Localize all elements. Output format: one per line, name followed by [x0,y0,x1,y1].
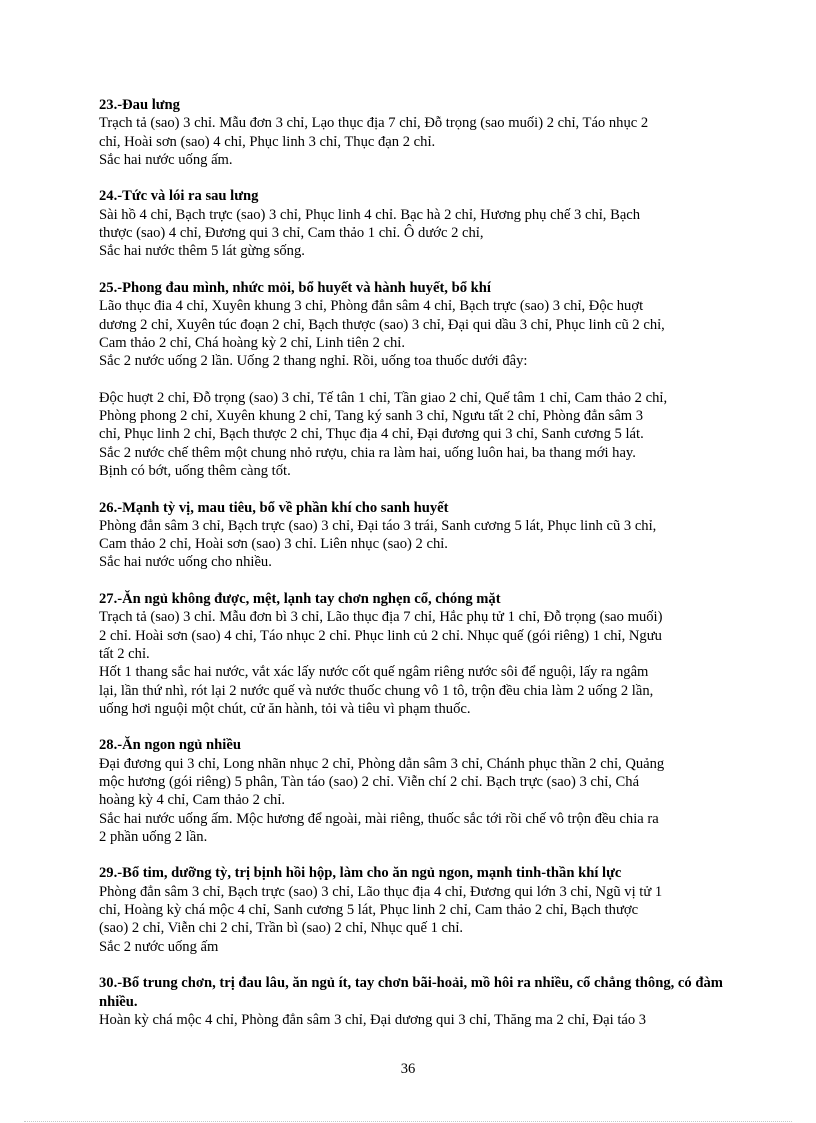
body-line: chỉ, Hoàng kỳ chá mộc 4 chỉ, Sanh cương 5 lát, Phục linh 2 chỉ, Cam thảo 2 chỉ, Bạch thược [99,902,639,919]
body-line: Lão thục đia 4 chỉ, Xuyên khung 3 chỉ, Phòng đẳn sâm 4 chỉ, Bạch trực (sao) 3 chỉ, Độc huợt [99,298,644,315]
body-line: Cam thảo 2 chỉ, Chá hoàng kỳ 2 chỉ, Linh tiên 2 chỉ. [99,334,406,351]
page-bottom-divider [24,1121,792,1122]
body-line: Sài hồ 4 chỉ, Bạch trực (sao) 3 chỉ, Phục linh 4 chỉ. Bạc hà 2 chỉ, Hương phụ chế 3 chỉ, Bạch [99,206,641,223]
body-line: lại, lần thứ nhì, rót lại 2 nước quế và nước thuốc chung vô 1 tô, trộn đều chia làm 2 uống 2 lần, [99,682,654,699]
page-content [99,96,739,1047]
body-line: 2 phần uống 2 lần. [99,828,208,845]
section-29 [99,864,739,955]
body-line: Sắc hai nước thêm 5 lát gừng sống. [99,243,305,260]
body-line: (sao) 2 chỉ, Viễn chi 2 chỉ, Trần bì (sao) 2 chỉ, Nhục quế 1 chỉ. [99,920,464,937]
section-title: 27.-Ăn ngủ không được, mệt, lạnh tay chơn nghẹn cổ, chóng mặt [99,591,501,608]
body-line: Sắc hai nước uống ấm. [99,151,233,168]
body-line: Hoàn kỳ chá mộc 4 chỉ, Phòng đẳn sâm 3 chỉ, Đại dương qui 3 chỉ, Thăng ma 2 chỉ, Đại táo 3 [99,1011,647,1028]
body-line: Sắc 2 nước uống ấm [99,938,219,955]
section-title: 23.-Đau lưng [99,97,180,113]
section-23 [99,96,739,169]
body-line: Phòng đẳn sâm 3 chỉ, Bạch trực (sao) 3 chỉ, Đại táo 3 trái, Sanh cương 5 lát, Phục linh cũ 3 chỉ, [99,517,657,534]
body-line: hoàng kỳ 4 chỉ, Cam thảo 2 chỉ. [99,792,286,809]
section-title: 24.-Tức và lói ra sau lưng [99,188,259,205]
body-line: Sắc 2 nước uống 2 lần. Uống 2 thang nghỉ. Rồi, uống toa thuốc dưới đây: [99,353,528,370]
blank-line [99,370,739,388]
page-number: 36 [400,1061,416,1077]
body-line: Sắc hai nước uống ấm. Mộc hương để ngoài, mài riêng, thuốc sắc tới rồi chế vô trộn đều chia ra [99,810,659,827]
section-26 [99,499,739,572]
body-line: tất 2 chỉ. [99,645,150,662]
body-line: Trạch tả (sao) 3 chỉ. Mẫu đơn bì 3 chỉ, Lão thục địa 7 chỉ, Hắc phụ tử 1 chỉ, Đỗ trọng (sao muối) [99,609,663,626]
body-line: Phòng đẳn sâm 3 chỉ, Bạch trực (sao) 3 chỉ, Lão thục địa 4 chỉ, Đương qui lớn 3 chỉ, Ngũ vị tử 1 [99,883,663,900]
section-title: 26.-Mạnh tỳ vị, mau tiêu, bổ về phần khí cho sanh huyết [99,499,449,516]
section-28 [99,736,739,846]
section-title: 30.-Bổ trung chơn, trị đau lâu, ăn ngủ ít, tay chơn bãi-hoải, mồ hôi ra nhiều, cổ chẳng thông, có đàm nhiều. [99,975,723,1010]
section-25 [99,279,739,480]
body-line: dương 2 chỉ, Xuyên túc đoạn 2 chỉ, Bạch thược (sao) 3 chỉ, Đại qui dầu 3 chỉ, Phục linh cũ 2 chỉ, [99,316,665,333]
body-line: Bịnh có bớt, uống thêm càng tốt. [99,462,291,479]
body-line: chỉ, Hoài sơn (sao) 4 chỉ, Phục linh 3 chỉ, Thục đạn 2 chỉ. [99,133,436,150]
section-title: 25.-Phong đau mình, nhức mỏi, bổ huyết và hành huyết, bổ khí [99,279,491,296]
section-24 [99,187,739,260]
body-line: Sắc hai nước uống cho nhiều. [99,554,272,571]
body-line: Độc huợt 2 chỉ, Đỗ trọng (sao) 3 chỉ, Tế tân 1 chỉ, Tần giao 2 chỉ, Quế tâm 1 chỉ, Cam thảo 2 chỉ, [99,389,668,406]
body-line: Trạch tả (sao) 3 chỉ. Mẫu đơn 3 chỉ, Lạo thục địa 7 chỉ, Đỗ trọng (sao muối) 2 chỉ, Táo nhục 2 [99,115,649,132]
body-line: Cam thảo 2 chỉ, Hoài sơn (sao) 3 chỉ. Liên nhục (sao) 2 chỉ. [99,536,448,553]
body-line: Sắc 2 nước chế thêm một chung nhỏ rượu, chia ra làm hai, uống luôn hai, ba thang mới hay. [99,444,636,461]
section-30 [99,974,739,1029]
body-line: Đại đương qui 3 chỉ, Long nhãn nhục 2 chỉ, Phòng dẳn sâm 3 chỉ, Chánh phục thần 2 chỉ, Quảng [99,755,665,772]
body-line: Hốt 1 thang sắc hai nước, vắt xác lấy nước cốt quế ngâm riêng nước sôi để nguội, lấy ra ngâm [99,664,649,681]
body-line: thược (sao) 4 chỉ, Đương qui 3 chỉ, Cam thảo 1 chỉ. Ô dước 2 chỉ, [99,225,484,242]
body-line: mộc hương (gói riêng) 5 phân, Tàn táo (sao) 2 chỉ. Viễn chí 2 chỉ. Bạch trực (sao) 3 chỉ, Chá [99,773,640,790]
section-27 [99,590,739,718]
body-line: 2 chỉ. Hoài sơn (sao) 4 chỉ, Táo nhục 2 chỉ. Phục linh củ 2 chỉ. Nhục quế (gói riêng) 1 chỉ, Ngưu [99,627,662,644]
body-line: chỉ, Phục linh 2 chỉ, Bạch thược 2 chỉ, Thục địa 4 chỉ, Đại đương qui 3 chỉ, Sanh cương 5 lát. [99,426,644,443]
body-line: Phòng phong 2 chỉ, Xuyên khung 2 chỉ, Tang ký sanh 3 chỉ, Ngưu tất 2 chỉ, Phòng đẳn sâm 3 [99,408,644,425]
body-line: uống hơi nguội một chút, cử ăn hành, tỏi và tiêu vì phạm thuốc. [99,700,471,717]
section-title: 28.-Ăn ngon ngủ nhiều [99,737,241,754]
section-title: 29.-Bổ tim, dưỡng tỳ, trị bịnh hồi hộp, làm cho ăn ngủ ngon, mạnh tinh-thần khí lực [99,865,622,882]
